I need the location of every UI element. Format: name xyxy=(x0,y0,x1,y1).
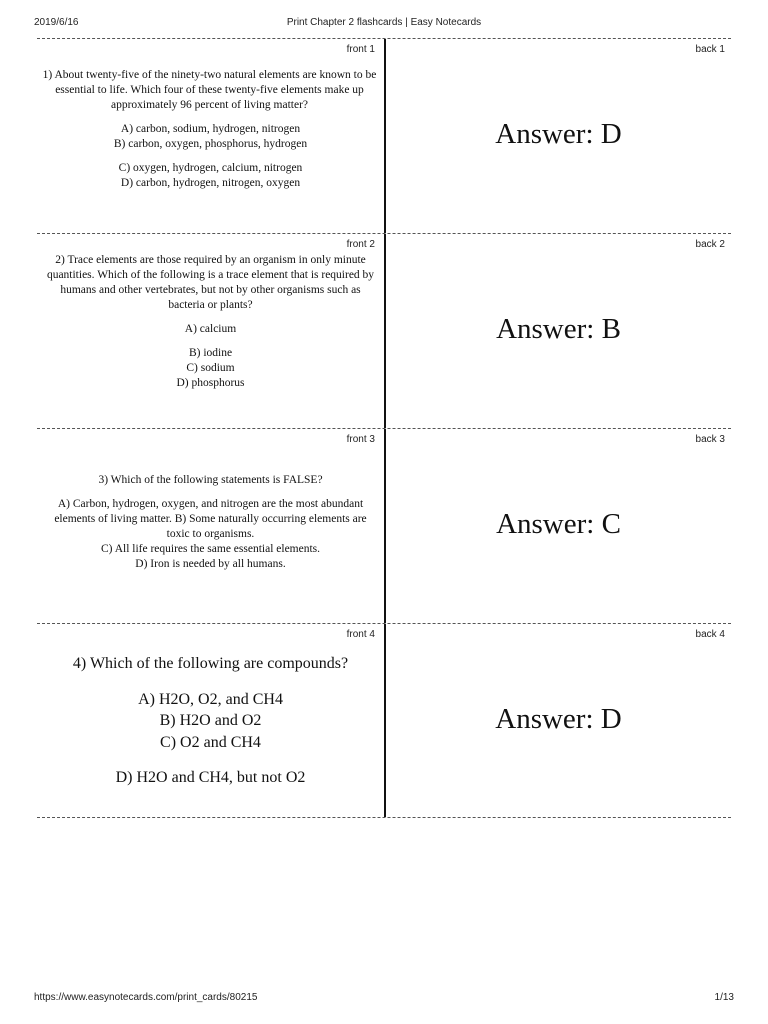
choice: C) sodium xyxy=(186,362,235,374)
choice: D) H2O and CH4, but not O2 xyxy=(115,769,306,786)
back-label: back 4 xyxy=(695,629,725,640)
choice: D) Iron is needed by all humans. xyxy=(135,558,286,570)
back-label: back 3 xyxy=(695,434,725,445)
question-block xyxy=(37,473,384,572)
back-label: back 1 xyxy=(695,44,725,55)
choice: C) All life requires the same essential elements. xyxy=(100,543,321,555)
card-back xyxy=(386,624,731,817)
page-url: https://www.easynotecards.com/print_cards/80215 xyxy=(34,992,258,1003)
front-label: front 3 xyxy=(346,434,375,445)
choice: D) carbon, hydrogen, nitrogen, oxygen xyxy=(120,177,301,189)
question-text: 1) About twenty-five of the ninety-two natural elements are known to be essential to life. Which four of these twenty-five elements make up approximately 96 percent of living matter? xyxy=(42,69,377,111)
choice: A) calcium xyxy=(184,323,237,335)
print-date: 2019/6/16 xyxy=(34,17,79,28)
question-block xyxy=(37,68,384,191)
flashcard-row xyxy=(37,623,731,818)
card-back xyxy=(386,234,731,428)
flashcard-row xyxy=(37,428,731,623)
card-front xyxy=(37,39,384,233)
choice: C) oxygen, hydrogen, calcium, nitrogen xyxy=(118,162,303,174)
front-label: front 2 xyxy=(346,239,375,250)
answer-text: Answer: B xyxy=(496,313,621,345)
page-number: 1/13 xyxy=(714,992,734,1003)
card-front xyxy=(37,429,384,623)
choice: C) O2 and CH4 xyxy=(160,733,261,751)
choice: B) iodine xyxy=(188,347,233,359)
answer-text: Answer: C xyxy=(496,508,621,540)
card-front xyxy=(37,234,384,428)
answer-text: Answer: D xyxy=(495,118,622,150)
question-text: 4) Which of the following are compounds? xyxy=(72,655,349,672)
flashcard-row xyxy=(37,233,731,428)
flashcard-list xyxy=(37,38,731,818)
card-back xyxy=(386,39,731,233)
choice: A) H2O, O2, and CH4 xyxy=(138,690,283,708)
question-block xyxy=(37,253,384,391)
card-back xyxy=(386,429,731,623)
answer-text: Answer: D xyxy=(495,703,622,735)
front-label: front 1 xyxy=(346,44,375,55)
choice: B) H2O and O2 xyxy=(159,712,262,729)
question-text: 2) Trace elements are those required by an organism in only minute quantities. Which of the following is a trace element that is required by humans and other vertebrates, but not by other organisms such as bacteria or plants? xyxy=(46,254,375,311)
back-label: back 2 xyxy=(695,239,725,250)
card-front xyxy=(37,624,384,817)
flashcard-row xyxy=(37,38,731,233)
choice: A) Carbon, hydrogen, oxygen, and nitrogen are the most abundant elements of living matter. B) Some naturally occurring elements are toxic to organisms. xyxy=(54,498,367,540)
choice: A) carbon, sodium, hydrogen, nitrogen xyxy=(120,123,301,135)
choice: B) carbon, oxygen, phosphorus, hydrogen xyxy=(113,138,308,150)
page-title: Print Chapter 2 flashcards | Easy Notecards xyxy=(286,17,482,28)
front-label: front 4 xyxy=(346,629,375,640)
question-block xyxy=(37,653,384,789)
question-text: 3) Which of the following statements is FALSE? xyxy=(98,474,323,486)
choice: D) phosphorus xyxy=(176,377,245,389)
